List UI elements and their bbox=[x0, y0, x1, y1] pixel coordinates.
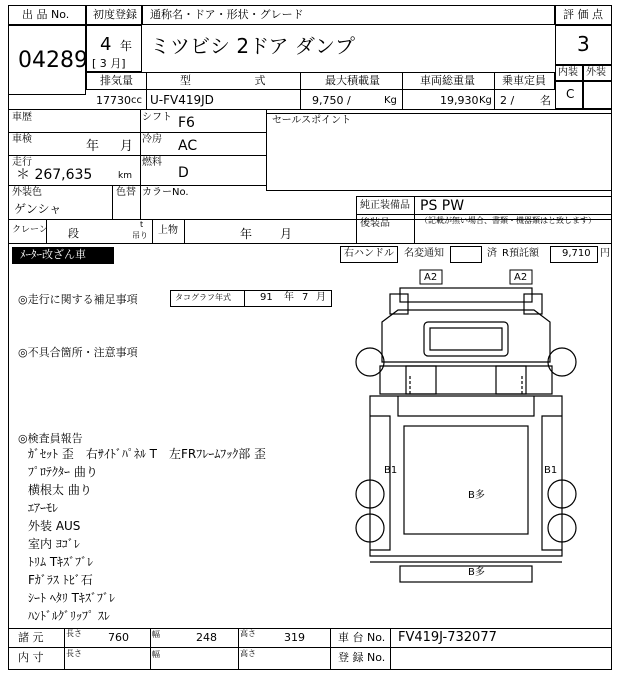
inspector-title: ◎検査員報告 bbox=[18, 432, 83, 445]
ac-label: 冷房 bbox=[142, 134, 162, 145]
score-label: 評 価 点 bbox=[563, 8, 603, 21]
damage-b1-right: B1 bbox=[544, 465, 558, 476]
equipment-left bbox=[356, 196, 357, 243]
crane-label: クレーン bbox=[12, 225, 48, 235]
inspector-line-2: ﾌﾟﾛﾃｸﾀｰ 曲り bbox=[28, 465, 98, 479]
row-line-1 bbox=[8, 132, 266, 133]
inspector-line-4: ｴｱｰﾓﾚ bbox=[28, 501, 59, 515]
bed-front-edge bbox=[398, 396, 534, 416]
inspection-year-unit: 年 bbox=[86, 139, 100, 154]
inspection-month-unit: 月 bbox=[120, 139, 134, 154]
inspector-line-8: Fｶﾞﾗｽ ﾄﾋﾞ石 bbox=[28, 573, 93, 587]
spec-divider-3 bbox=[402, 72, 403, 109]
inspection-label: 車検 bbox=[12, 134, 32, 145]
displacement-value: 17730 bbox=[96, 94, 131, 107]
height-value: 319 bbox=[284, 631, 305, 644]
inspector-line-10: ﾊﾝﾄﾞﾙｸﾞﾘｯﾌﾟ ｽﾚ bbox=[28, 609, 110, 623]
crane-divider-2 bbox=[152, 219, 153, 243]
tachograph-month: 7 bbox=[302, 292, 309, 303]
footer-div-1 bbox=[64, 628, 65, 670]
footer-div-4 bbox=[330, 628, 331, 670]
in-height-label: 高さ bbox=[240, 649, 256, 658]
bed-floor bbox=[404, 426, 528, 534]
ac-value: AC bbox=[178, 138, 198, 154]
capacity-label: 乗車定員 bbox=[502, 74, 546, 87]
width-label: 幅 bbox=[152, 630, 160, 639]
footer-mid bbox=[8, 647, 612, 648]
model-value: U-FV419JD bbox=[150, 93, 214, 107]
spec-divider-1 bbox=[146, 72, 147, 109]
exterior-label: 外装 bbox=[586, 67, 606, 78]
damage-b-mid: B多 bbox=[468, 490, 485, 501]
height-label: 高さ bbox=[240, 629, 256, 638]
spec-label-row bbox=[86, 72, 555, 90]
spec-divider-4 bbox=[494, 72, 495, 109]
crane-upper-month: 月 bbox=[280, 227, 293, 241]
inspector-line-6: 室内 ﾖｺﾞﾚ bbox=[28, 537, 80, 551]
damage-a2-left: A2 bbox=[424, 272, 438, 283]
crane-ton: t bbox=[140, 220, 144, 229]
name-change-label: 名変通知 bbox=[404, 248, 444, 259]
reg-month: [ 3 月] bbox=[92, 57, 126, 70]
tailgate bbox=[400, 566, 532, 582]
displacement-label: 排気量 bbox=[100, 74, 133, 87]
reg-year-unit: 年 bbox=[120, 39, 133, 53]
cab-top bbox=[400, 288, 532, 302]
recycle-label: R預託額 bbox=[502, 248, 539, 259]
col-divider-shift bbox=[140, 109, 141, 219]
history-label: 車歴 bbox=[12, 112, 32, 123]
recycle-amount: 9,710 bbox=[562, 248, 591, 259]
reg-year: 4 bbox=[100, 34, 112, 55]
damage-b1-left: B1 bbox=[384, 465, 398, 476]
shift-label: シフト bbox=[142, 112, 172, 123]
tamper-tag-text: ﾒｰﾀｰ改ざん車 bbox=[20, 248, 86, 261]
driving-notes-title: ◎走行に関する補足事項 bbox=[18, 293, 138, 306]
footer-div-3 bbox=[238, 628, 239, 670]
bed-right-side bbox=[542, 416, 562, 550]
tachograph-year: 91 bbox=[260, 292, 273, 303]
width-value: 248 bbox=[196, 631, 217, 644]
dimensions-label: 諸 元 bbox=[18, 631, 44, 644]
color-change-label: 色替 bbox=[116, 187, 136, 198]
inspector-line-3: 横根太 曲り bbox=[28, 483, 92, 497]
fuel-value: D bbox=[178, 165, 189, 181]
inspector-line-1: ｶﾞｾｯﾄ 歪 右ｻｲﾄﾞﾊﾟﾈﾙ T 左FRﾌﾚｰﾑﾌｯｸ部 歪 bbox=[28, 447, 267, 461]
model-label: 型 式 bbox=[180, 74, 296, 87]
mileage-label: 走行 bbox=[12, 157, 32, 168]
lot-label: 出 品 No. bbox=[22, 8, 70, 21]
crane-upper-label: 上物 bbox=[158, 225, 178, 236]
spec-divider-2 bbox=[300, 72, 301, 109]
damage-a2-right: A2 bbox=[514, 272, 528, 283]
cab-mirror-right bbox=[524, 294, 542, 314]
car-name: ミツビシ 2ドア ダンプ bbox=[150, 34, 356, 58]
gvw-value: 19,930 bbox=[440, 94, 479, 107]
equipment-label: 純正装備品 bbox=[360, 200, 410, 211]
spec-bottom bbox=[8, 109, 612, 110]
displacement-unit: cc bbox=[131, 95, 142, 106]
footer-div-2 bbox=[150, 628, 151, 670]
registration-label: 登 録 No. bbox=[338, 651, 386, 664]
load-value: 9,750 / bbox=[312, 94, 351, 107]
inspector-line-5: 外装 AUS bbox=[28, 519, 81, 533]
chassis-label: 車 台 No. bbox=[338, 631, 386, 644]
capacity-unit: 名 bbox=[540, 94, 551, 107]
equipment-divider bbox=[414, 196, 415, 243]
mileage-value: ＊ 267,635 bbox=[16, 167, 93, 183]
load-label: 最大積載量 bbox=[325, 74, 380, 87]
tachograph-year-unit: 年 bbox=[284, 292, 294, 303]
capacity-value: 2 / bbox=[500, 94, 515, 107]
row-line-2 bbox=[8, 155, 266, 156]
damage-b-bottom: B多 bbox=[468, 567, 485, 578]
interior-label: 内装 bbox=[558, 67, 578, 78]
cab-roof bbox=[382, 310, 550, 362]
inspector-line-9: ｼｰﾄ ﾍﾀﾘ Tｷｽﾞﾌﾞﾚ bbox=[28, 591, 115, 605]
exterior-grade-cell bbox=[583, 81, 612, 109]
equipment-value: PS PW bbox=[420, 198, 465, 214]
ext-color-value: ゲンシャ bbox=[14, 202, 62, 216]
steering-value: 右ハンドル bbox=[344, 248, 394, 259]
inspector-line-7: ﾄﾘﾑ Tｷｽﾞﾌﾞﾚ bbox=[28, 555, 94, 569]
lot-number: 04289 bbox=[18, 48, 88, 73]
equipment-top bbox=[356, 196, 612, 197]
ext-color-label: 外装色 bbox=[12, 187, 42, 198]
in-width-label: 幅 bbox=[152, 650, 160, 659]
color-no-label: カラーNo. bbox=[142, 187, 189, 198]
chassis-value: FV419J-732077 bbox=[398, 630, 497, 645]
name-change-box bbox=[450, 246, 482, 263]
score-value: 3 bbox=[577, 32, 590, 56]
cab-door-right bbox=[496, 366, 526, 394]
row-line-3 bbox=[8, 185, 266, 186]
name-label: 通称名・ドア・形状・グレード bbox=[150, 8, 304, 21]
length-value: 760 bbox=[108, 631, 129, 644]
length-label: 長さ bbox=[66, 629, 82, 638]
cab-mirror-left bbox=[390, 294, 408, 314]
sales-point-label: セールスポイント bbox=[272, 115, 352, 126]
gvw-unit: Kg bbox=[479, 95, 492, 106]
equipment-mid bbox=[356, 214, 612, 215]
bed-left-side bbox=[370, 416, 390, 550]
aftermarket-label: 後装品 bbox=[360, 218, 390, 229]
cab-door-left bbox=[406, 366, 436, 394]
tax-label: 済 bbox=[487, 248, 497, 259]
footer-div-5 bbox=[390, 628, 391, 670]
load-unit: Kg bbox=[384, 95, 397, 106]
defects-title: ◎不具合箇所・注意事項 bbox=[18, 346, 138, 359]
crane-stage: 段 bbox=[68, 227, 79, 240]
front-wheel-left bbox=[356, 348, 384, 376]
crane-divider-3 bbox=[184, 219, 185, 243]
tachograph-month-unit: 月 bbox=[316, 292, 326, 303]
first-reg-label: 初度登録 bbox=[93, 8, 137, 21]
tachograph-label: タコグラフ年式 bbox=[175, 293, 231, 302]
tachograph-divider bbox=[244, 290, 245, 307]
in-length-label: 長さ bbox=[66, 649, 82, 658]
recycle-unit: 円 bbox=[600, 248, 610, 259]
mileage-unit: km bbox=[118, 171, 132, 181]
interior-dim-label: 内 寸 bbox=[18, 651, 44, 664]
interior-grade: C bbox=[566, 87, 575, 101]
fuel-label: 燃料 bbox=[142, 157, 162, 168]
front-wheel-right bbox=[548, 348, 576, 376]
color-divider bbox=[112, 185, 113, 219]
shift-value: F6 bbox=[178, 115, 195, 131]
bed-outline bbox=[370, 396, 562, 556]
aftermarket-note: （記載が無い場合、書類・機器類はと致します） bbox=[420, 216, 596, 225]
frame bbox=[410, 376, 522, 394]
windshield-inner bbox=[430, 328, 502, 350]
row-line-5 bbox=[8, 243, 612, 244]
crane-lift: 吊り bbox=[132, 231, 148, 240]
gvw-label: 車両総重量 bbox=[420, 74, 475, 87]
footer-top bbox=[8, 628, 612, 629]
crane-upper-year: 年 bbox=[240, 227, 253, 241]
windshield bbox=[424, 322, 508, 356]
